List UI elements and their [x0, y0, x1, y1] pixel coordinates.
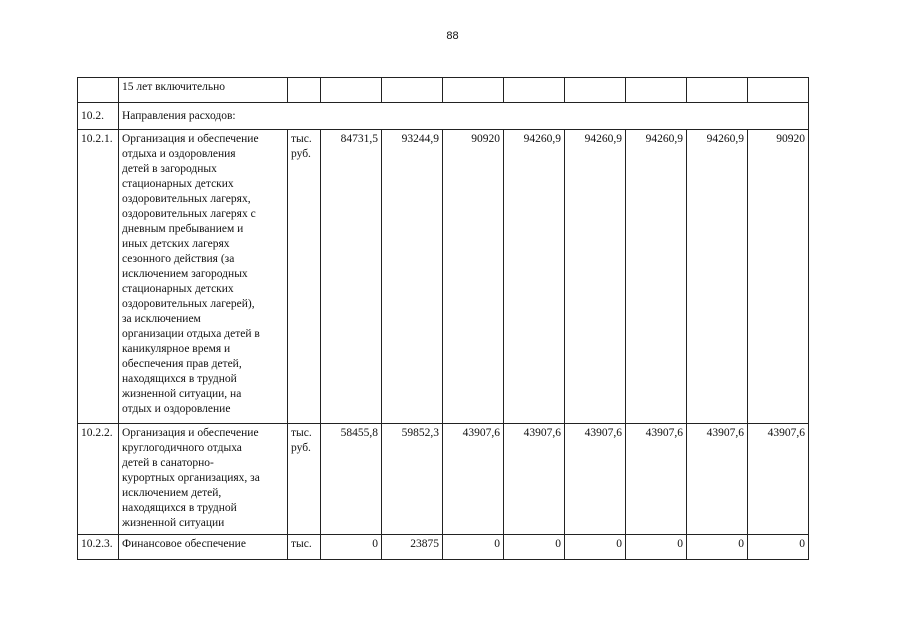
table-row: [78, 130, 809, 424]
page-number: 88: [446, 30, 459, 42]
table-row: [78, 424, 809, 535]
value-cell: [748, 78, 809, 103]
table-row: [78, 78, 809, 103]
row-code: 10.2.2.: [78, 424, 119, 535]
value-cell: [443, 78, 504, 103]
row-description: Организация и обеспечение круглогодичного отдыха детей в санаторно- курортных организациях, за исключением детей, находящихся в трудной жизненной ситуации: [119, 424, 288, 535]
table-row: [78, 535, 809, 560]
value-cell: 0: [748, 535, 809, 560]
value-cell: 94260,9: [504, 130, 565, 424]
value-cell: 90920: [443, 130, 504, 424]
row-description: Финансовое обеспечение: [119, 535, 288, 560]
value-cell: 93244,9: [382, 130, 443, 424]
row-unit: тыс. руб.: [288, 424, 321, 535]
row-description: Организация и обеспечение отдыха и оздоровления детей в загородных стационарных детских оздоровительных лагерях, оздоровительных лагерях с дневным пребыванием и иных детских лагерях сезонного действия (за исключением загородных стационарных детских оздоровительных лагерей), за исключением организации отдыха детей в каникулярное время и обеспечения прав детей, находящихся в трудной жизненной ситуации, на отдых и оздоровление: [119, 130, 288, 424]
row-unit: тыс. руб.: [288, 130, 321, 424]
value-cell: 0: [321, 535, 382, 560]
value-cell: [626, 78, 687, 103]
value-cell: 94260,9: [687, 130, 748, 424]
value-cell: [321, 78, 382, 103]
budget-table: [77, 77, 809, 560]
value-cell: 94260,9: [626, 130, 687, 424]
value-cell: [687, 78, 748, 103]
row-code: 10.2.1.: [78, 130, 119, 424]
value-cell: 0: [687, 535, 748, 560]
value-cell: 90920: [748, 130, 809, 424]
value-cell: 84731,5: [321, 130, 382, 424]
value-cell: 43907,6: [748, 424, 809, 535]
value-cell: 0: [504, 535, 565, 560]
value-cell: [565, 78, 626, 103]
row-code: 10.2.: [78, 103, 119, 130]
value-cell: 23875: [382, 535, 443, 560]
value-cell: 43907,6: [504, 424, 565, 535]
value-cell: [382, 78, 443, 103]
value-cell: 0: [565, 535, 626, 560]
row-unit: [288, 78, 321, 103]
row-description: 15 лет включительно: [119, 78, 288, 103]
value-cell: 43907,6: [565, 424, 626, 535]
value-cell: 43907,6: [443, 424, 504, 535]
value-cell: 58455,8: [321, 424, 382, 535]
value-cell: 59852,3: [382, 424, 443, 535]
value-cell: 94260,9: [565, 130, 626, 424]
row-code: 10.2.3.: [78, 535, 119, 560]
value-cell: 0: [443, 535, 504, 560]
value-cell: [504, 78, 565, 103]
value-cell: 43907,6: [626, 424, 687, 535]
value-cell: 0: [626, 535, 687, 560]
value-cell: 43907,6: [687, 424, 748, 535]
row-code: [78, 78, 119, 103]
row-unit: тыс.: [288, 535, 321, 560]
table-row: [78, 103, 809, 130]
section-heading: Направления расходов:: [119, 103, 809, 130]
